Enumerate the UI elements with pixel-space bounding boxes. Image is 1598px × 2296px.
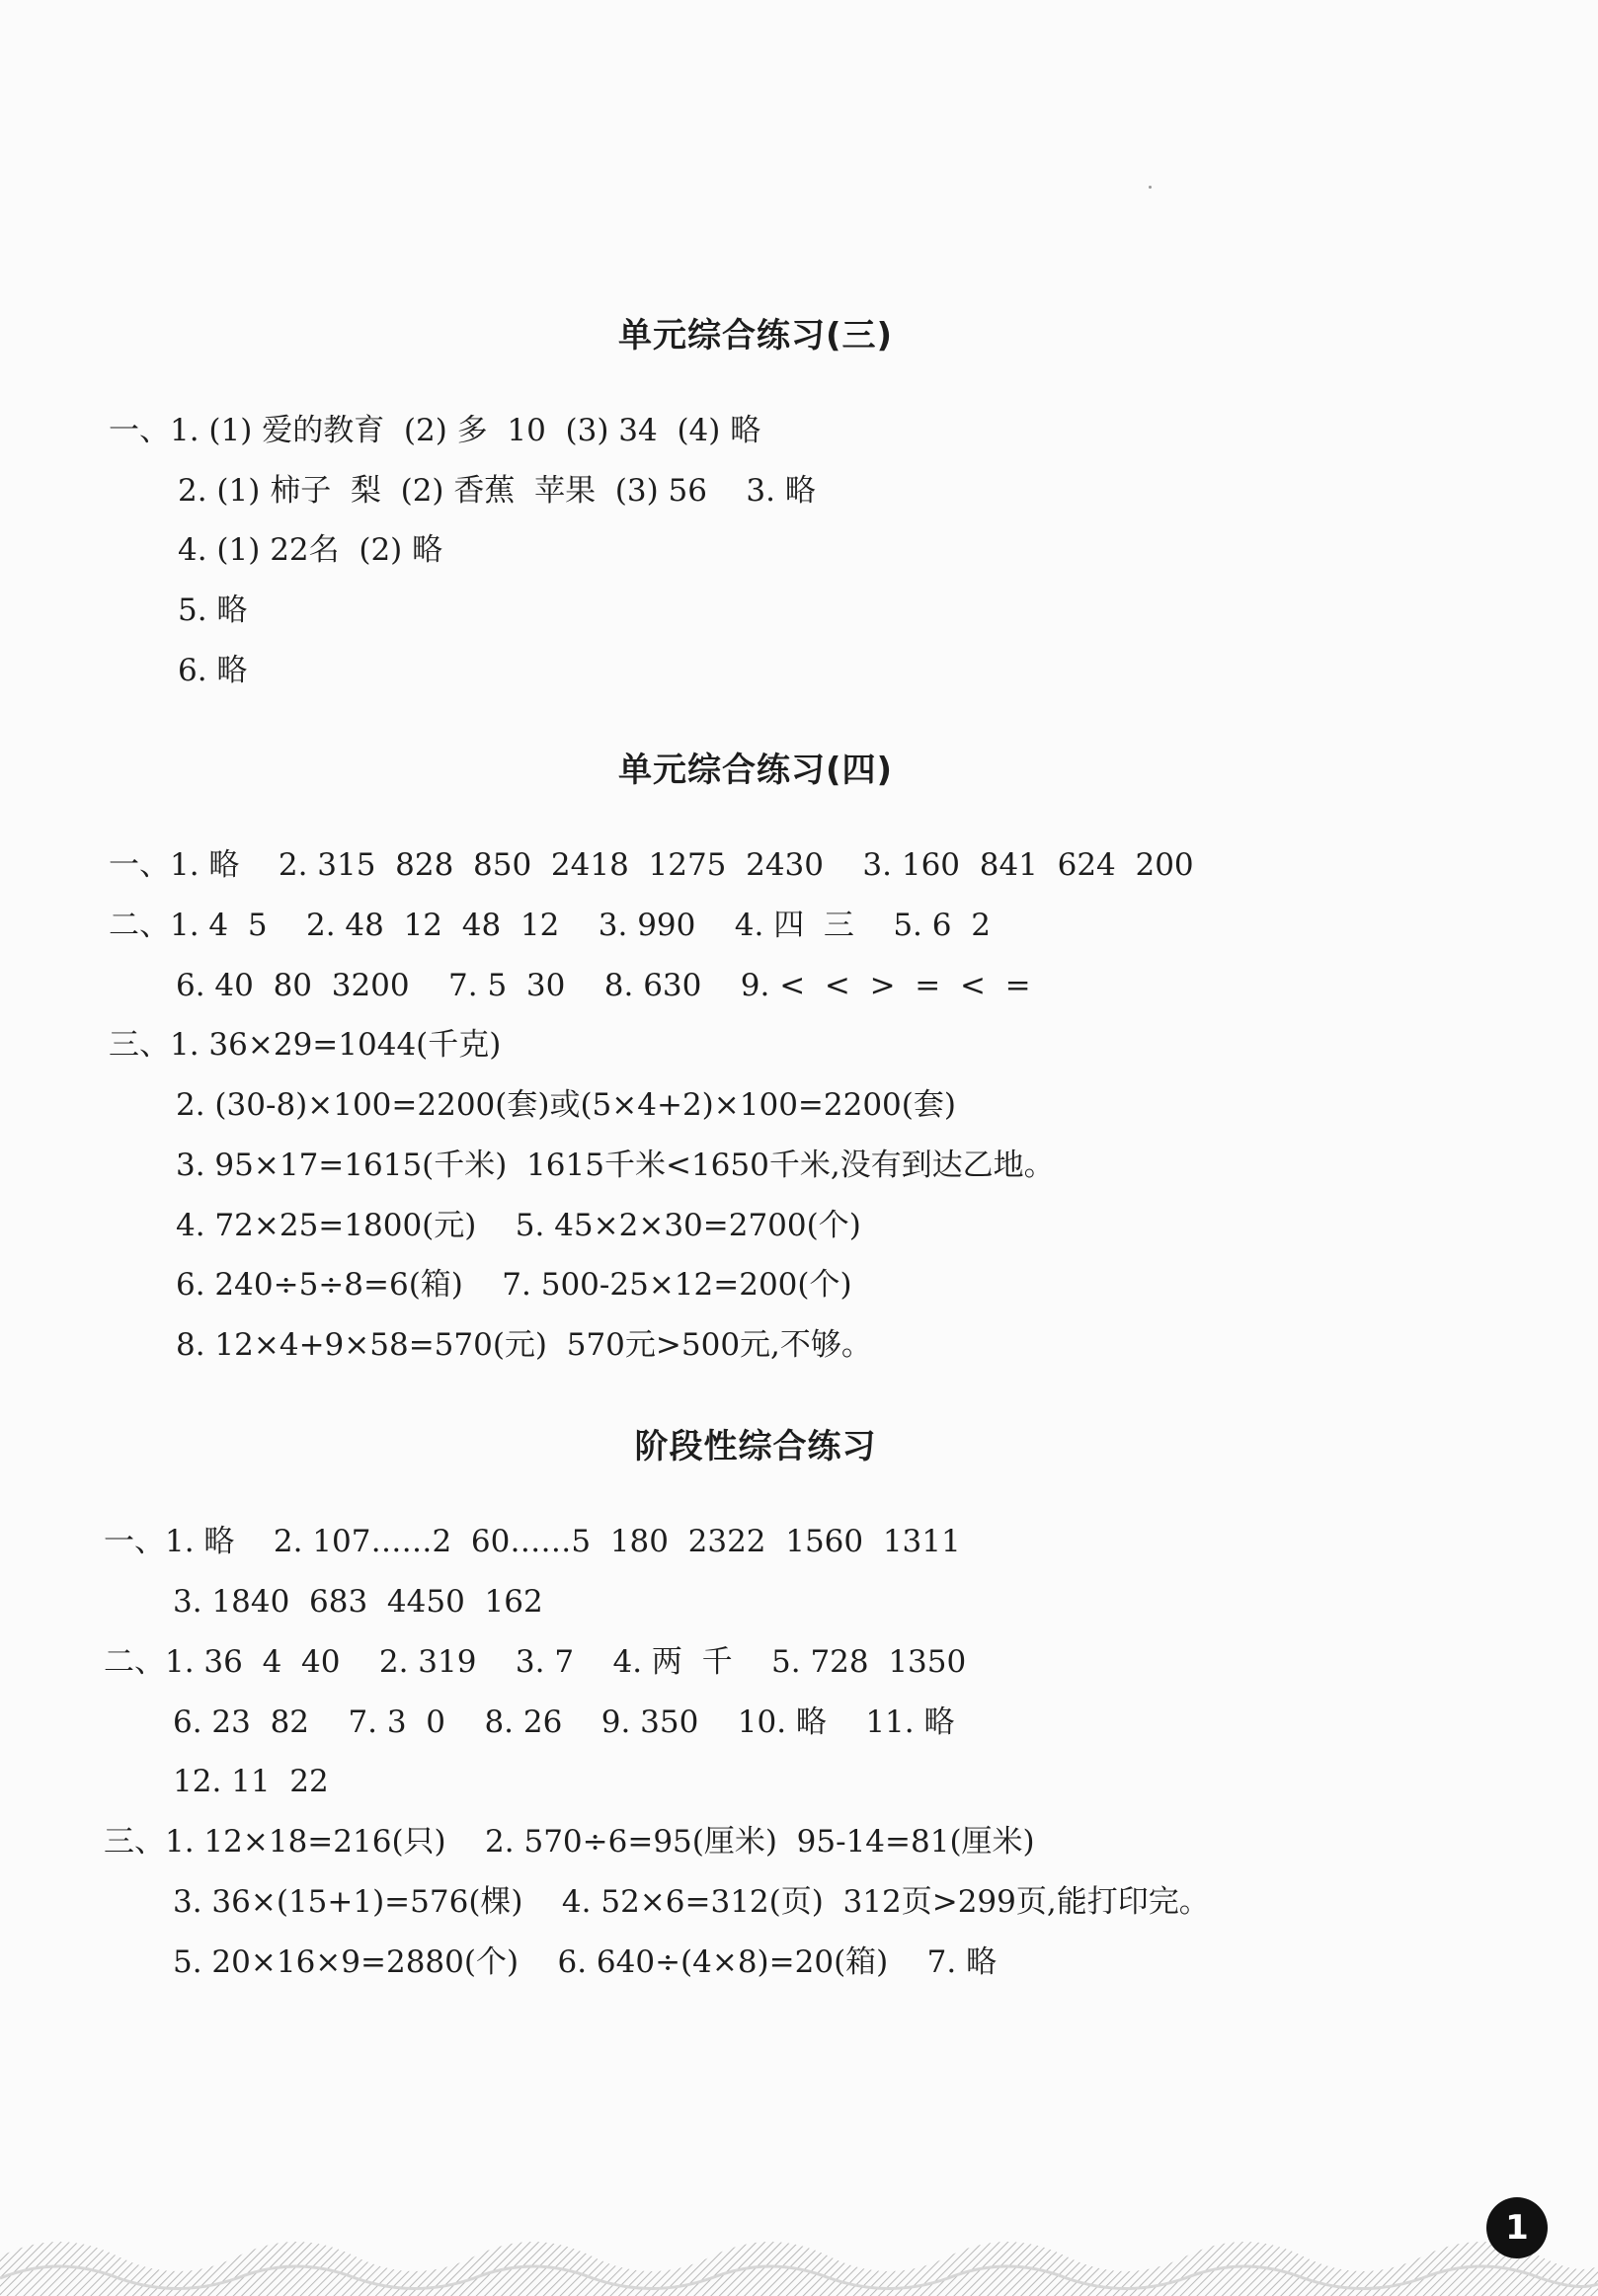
answer-line: 二、1. 4 5 2. 48 12 48 12 3. 990 4. 四 三 5. 6 2 bbox=[109, 908, 991, 943]
answer-line: 5. 20×16×9=2880(个) 6. 640÷(4×8)=20(箱) 7. 略 bbox=[173, 1944, 998, 1980]
wave-footer bbox=[0, 2227, 1598, 2296]
speck bbox=[1149, 186, 1152, 189]
answer-line: 5. 略 bbox=[178, 593, 248, 628]
section-title-stage: 阶段性综合练习 bbox=[634, 1427, 877, 1466]
answer-line: 12. 11 22 bbox=[173, 1764, 329, 1799]
answer-line: 2. (1) 柿子 梨 (2) 香蕉 苹果 (3) 56 3. 略 bbox=[178, 473, 816, 509]
page-number-badge: 1 bbox=[1486, 2197, 1548, 2258]
answer-line: 8. 12×4+9×58=570(元) 570元>500元,不够。 bbox=[176, 1327, 872, 1363]
answer-line: 3. 36×(15+1)=576(棵) 4. 52×6=312(页) 312页>299页,能打印完。 bbox=[173, 1884, 1210, 1920]
answer-line: 2. (30-8)×100=2200(套)或(5×4+2)×100=2200(套) bbox=[176, 1087, 956, 1123]
answer-line: 一、1. 略 2. 107……2 60……5 180 2322 1560 1311 bbox=[104, 1524, 961, 1559]
answer-line: 4. (1) 22名 (2) 略 bbox=[178, 532, 443, 568]
answer-line: 6. 240÷5÷8=6(箱) 7. 500-25×12=200(个) bbox=[176, 1267, 852, 1303]
answer-line: 6. 40 80 3200 7. 5 30 8. 630 9. < < > = < = bbox=[176, 968, 1031, 1003]
answer-line: 二、1. 36 4 40 2. 319 3. 7 4. 两 千 5. 728 1350 bbox=[104, 1644, 967, 1680]
answer-line: 一、1. 略 2. 315 828 850 2418 1275 2430 3. 160 841 624 200 bbox=[109, 847, 1194, 883]
answer-line: 三、1. 36×29=1044(千克) bbox=[109, 1027, 502, 1063]
answer-line: 6. 略 bbox=[178, 653, 248, 688]
answer-line: 3. 95×17=1615(千米) 1615千米<1650千米,没有到达乙地。 bbox=[176, 1148, 1055, 1183]
section-title-unit-3: 单元综合练习(三) bbox=[617, 316, 894, 356]
answer-line: 6. 23 82 7. 3 0 8. 26 9. 350 10. 略 11. 略 bbox=[173, 1704, 955, 1740]
answer-line: 一、1. (1) 爱的教育 (2) 多 10 (3) 34 (4) 略 bbox=[109, 413, 761, 448]
answer-line: 3. 1840 683 4450 162 bbox=[173, 1584, 543, 1620]
answer-line: 三、1. 12×18=216(只) 2. 570÷6=95(厘米) 95-14=81(厘米) bbox=[104, 1824, 1035, 1860]
section-title-unit-4: 单元综合练习(四) bbox=[617, 751, 894, 790]
answer-line: 4. 72×25=1800(元) 5. 45×2×30=2700(个) bbox=[176, 1208, 861, 1243]
